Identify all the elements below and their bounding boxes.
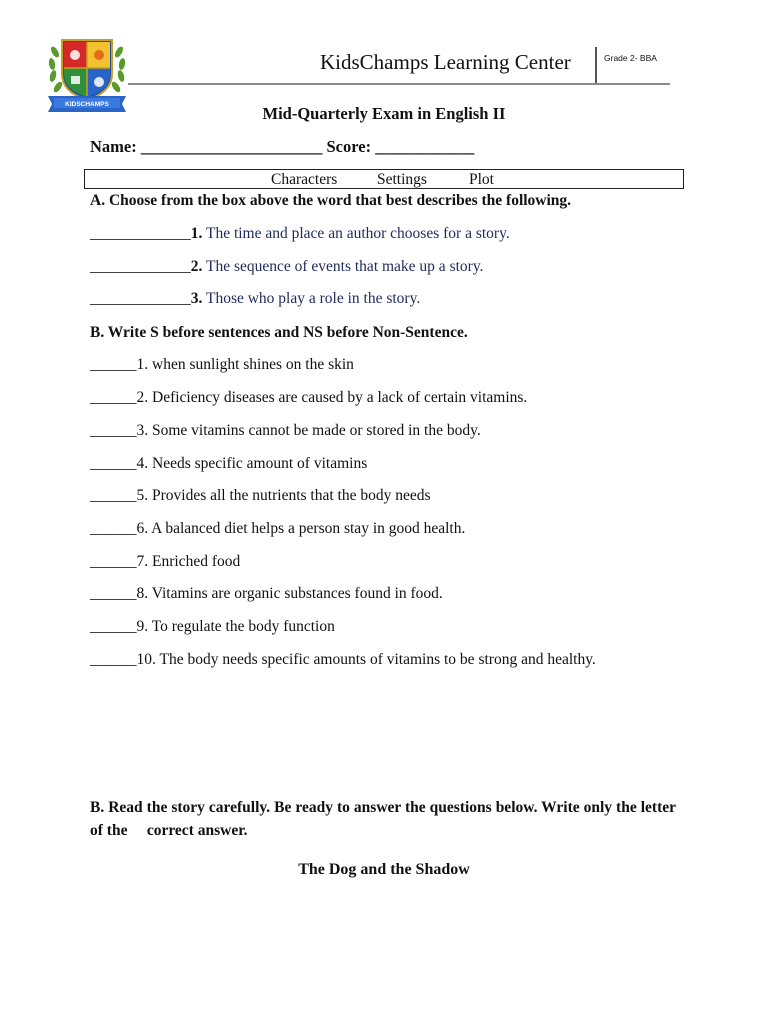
svg-text:KIDSCHAMPS: KIDSCHAMPS: [65, 101, 109, 108]
item-text: The time and place an author chooses for a story.: [202, 225, 510, 242]
item-number: 1.: [190, 225, 203, 242]
item-number: 3.: [190, 290, 203, 307]
section-a-item-3: [90, 290, 420, 308]
name-score-line: [90, 137, 474, 157]
section-b-item-6: ______6. A balanced diet helps a person stay in good health.: [90, 520, 466, 537]
section-a-item-1: [90, 225, 510, 243]
item-text: The sequence of events that make up a story.: [202, 258, 484, 275]
item-text: Those who play a role in the story.: [202, 290, 421, 307]
word-settings: Settings: [377, 171, 427, 188]
section-b-item-2: ______2. Deficiency diseases are caused by a lack of certain vitamins.: [90, 389, 528, 406]
header-rule: [128, 83, 670, 85]
score-label: Score:: [326, 137, 372, 156]
word-plot: Plot: [469, 171, 494, 188]
answer-blank: _____________: [90, 258, 191, 275]
exam-title: Mid-Quarterly Exam in English II: [262, 104, 506, 123]
word-box: [84, 169, 684, 189]
section-b-item-4: ______4. Needs specific amount of vitamins: [90, 455, 368, 472]
section-b-item-9: ______9. To regulate the body function: [90, 618, 335, 635]
name-blank: ______________________: [140, 137, 323, 156]
center-name: KidsChamps Learning Center: [320, 50, 571, 74]
answer-blank: _____________: [90, 225, 191, 242]
section-b-item-5: ______5. Provides all the nutrients that the body needs: [90, 487, 431, 504]
item-number: 2.: [190, 258, 203, 275]
section-b-item-8: ______8. Vitamins are organic substances found in food.: [90, 585, 443, 602]
section-b-instruction: B. Write S before sentences and NS before Non-Sentence.: [90, 324, 468, 341]
section-a-item-2: [90, 258, 483, 276]
score-blank: ____________: [375, 137, 475, 156]
section-b-item-10: ______10. The body needs specific amounts of vitamins to be strong and healthy.: [90, 651, 596, 668]
section-a-instruction: A. Choose from the box above the word that best describes the following.: [90, 192, 572, 209]
word-characters: Characters: [271, 171, 338, 188]
answer-blank: _____________: [90, 290, 191, 307]
section-b-item-1: ______1. when sunlight shines on the skin: [90, 356, 354, 373]
header-divider: [595, 47, 597, 83]
grade-label: Grade 2- BBA: [604, 53, 657, 63]
section-b-item-3: ______3. Some vitamins cannot be made or stored in the body.: [90, 422, 481, 439]
section-b-item-7: ______7. Enriched food: [90, 553, 241, 570]
section-c-instruction: B. Read the story carefully. Be ready to answer the questions below. Write only the letter of the correct answer.: [90, 799, 680, 839]
school-logo-icon: [46, 30, 128, 114]
story-title: The Dog and the Shadow: [298, 861, 470, 878]
name-label: Name:: [90, 137, 137, 156]
